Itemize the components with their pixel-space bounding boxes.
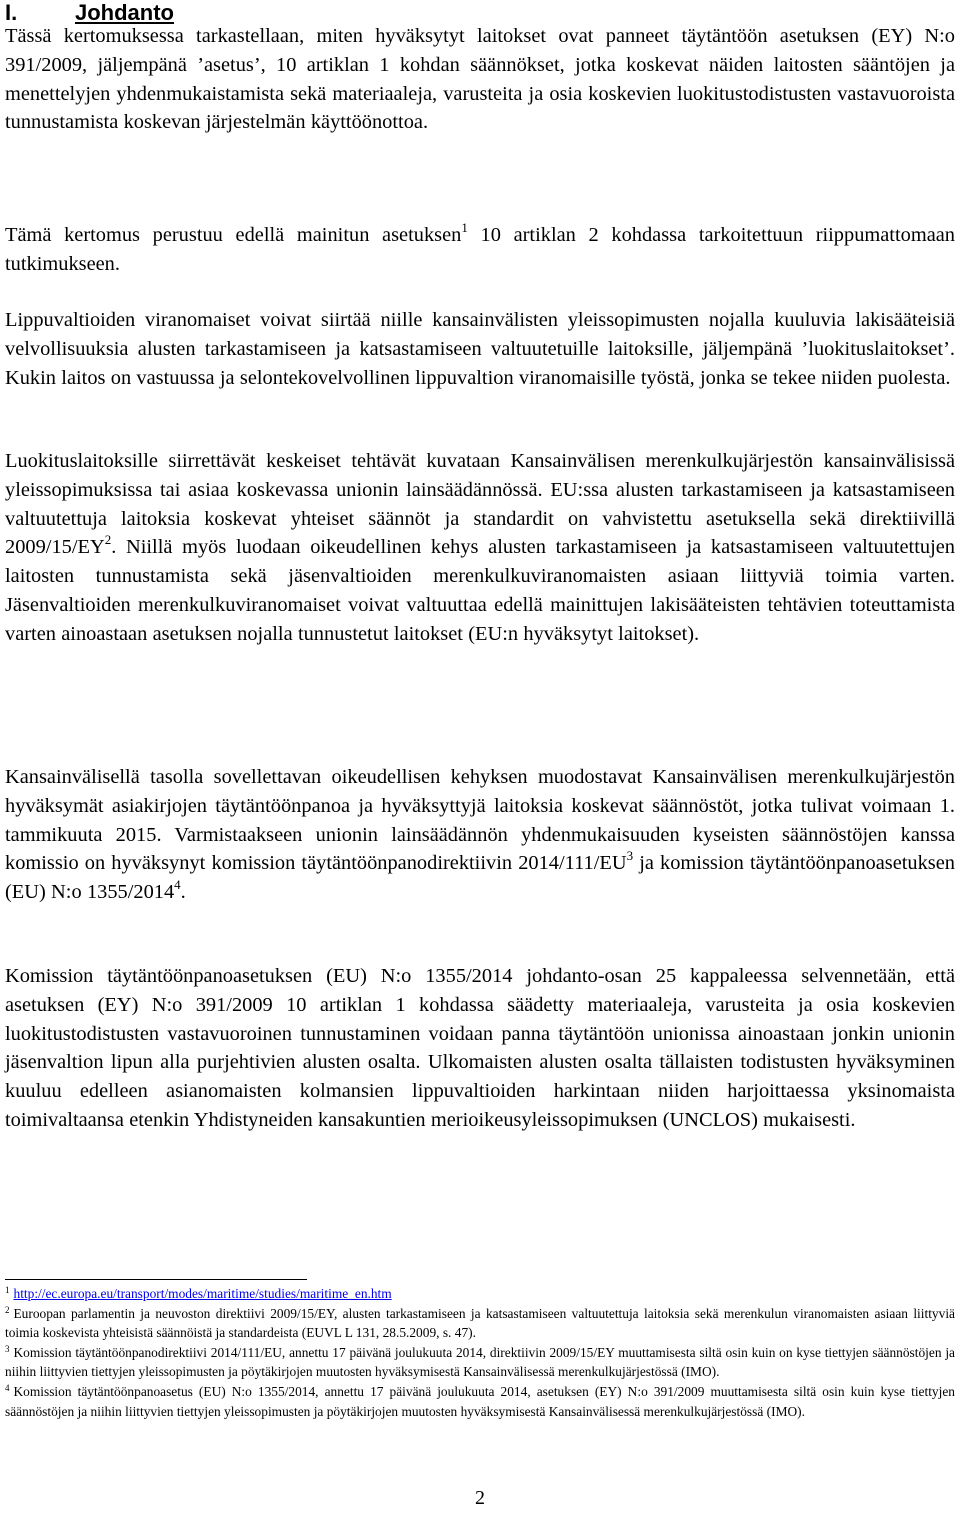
footnote-ref-2[interactable]: 2 — [104, 532, 112, 548]
paragraph-2 — [5, 221, 955, 279]
footnote-number: 3 — [5, 1343, 10, 1354]
document-page — [5, 0, 955, 1509]
paragraph-5-text-cont: ja komission täytäntöönpanoasetuksen (EU) N:o 1355/2014 — [5, 852, 955, 904]
footnote-number: 4 — [5, 1382, 10, 1393]
footnote-link[interactable]: http://ec.europa.eu/transport/modes/maritime/studies/maritime_en.htm — [13, 1286, 392, 1301]
footnote-number: 1 — [5, 1285, 10, 1295]
footnote-separator — [5, 1279, 307, 1280]
paragraph-6: Komission täytäntöönpanoasetuksen (EU) N:o 1355/2014 johdanto-osan 25 kappaleessa selvennetään, että asetuksen (EY) N:o 391/2009 10 artiklan 1 kohdassa säädetty materiaaleja, varusteita ja osia koskevien luokitustodistusten vastavuoroinen tunnustaminen voidaan panna täytäntöön unionissa ainoastaan jonkin unionin jäsenvaltion lipun alla purjehtivien alusten osalta. Ulkomaisten alusten osalta tällaisten todistusten hyväksyminen kuuluu edelleen asianomaisten kolmansien lippuvaltioiden harkintaan niiden harjoittaessa yksinomaista toimivaltaansa etenkin Yhdistyneiden kansakuntien merioikeusyleissopimuksen (UNCLOS) mukaisesti. — [5, 965, 955, 1131]
paragraph-2-text-cont: 10 artiklan 2 kohdassa tarkoitettuun riippumattomaan tutkimukseen. — [5, 224, 955, 275]
footnote-ref-1[interactable]: 1 — [461, 220, 468, 235]
paragraph-4-text-cont: . Niillä myös luodaan oikeudellinen kehys alusten tarkastamiseen ja katsastamiseen valtuutettujen laitosten tunnustamista sekä jäsenvaltioiden merenkulkuviranomaisten asiaan liittyviä toimia varten. Jäsenvaltioiden merenkulkuviranomaiset voivat valtuuttaa edellä mainittujen lakisääteisten tehtävien toteuttamista varten ainoastaan asetuksen nojalla tunnustetut laitokset (EU:n hyväksytyt laitokset). — [5, 536, 955, 645]
paragraph-2-text: Tämä kertomus perustuu edellä mainitun asetuksen — [5, 224, 462, 246]
footnote-number: 2 — [5, 1304, 10, 1315]
paragraph-3: Lippuvaltioiden viranomaiset voivat siirtää niille kansainvälisten yleissopimusten nojalla kuuluvia lakisääteisiä velvollisuuksia alusten tarkastamiseen ja katsastamiseen valtuutetuille laitoksille, jäljempänä ’luokituslaitokset’. Kukin laitos on vastuussa ja selontekovelvollinen lippuvaltion viranomaisille työstä, jonka se tekee niiden puolesta. — [5, 309, 955, 389]
page-number: 2 — [475, 1487, 485, 1509]
footnote-3 — [5, 1343, 955, 1382]
footnote-text: Komission täytäntöönpanoasetus (EU) N:o 1355/2014, annettu 17 päivänä joulukuuta 2014, asetuksen (EY) N:o 391/2009 muuttamisesta siltä osin kuin kyse tiettyjen säännöstöjen ja niihin liittyvien tiettyjen yleissopimusten ja pöytäkirjojen muutosten hyväksymisestä Kansainvälisessä merenkulkujärjestössä (IMO). — [5, 1383, 955, 1419]
section-number: I. — [5, 0, 18, 25]
footnote-ref-4[interactable]: 4 — [174, 877, 181, 893]
footnote-ref-3[interactable]: 3 — [626, 848, 634, 864]
paragraph-4-text: Luokituslaitoksille siirrettävät keskeiset tehtävät kuvataan Kansainvälisen merenkulkujärjestön kansainvälisissä yleissopimuksissa tai asiaa koskevassa unionin lainsäädännössä. EU:ssa alusten tarkastamiseen ja katsastamiseen valtuutettuja laitoksia koskevat yhteiset säännöt ja standardit on vahvistettu asetuksella sekä direktiivillä 2009/15/EY — [5, 450, 955, 559]
paragraph-5 — [5, 763, 955, 907]
paragraph-4 — [5, 447, 955, 649]
footnote-text: Euroopan parlamentin ja neuvoston direktiivi 2009/15/EY, alusten tarkastamiseen ja katsastamiseen valtuutettuja laitoksia sekä merenkulun viranomaisten asiaan liittyviä toimia koskevista yhteisistä säännöistä ja standardeista (EUVL L 131, 28.5.2009, s. 47). — [5, 1305, 955, 1341]
paragraph-5-text-end: . — [180, 881, 186, 904]
footnote-4 — [5, 1382, 955, 1421]
paragraph-5-text: Kansainvälisellä tasolla sovellettavan oikeudellisen kehyksen muodostavat Kansainvälisen merenkulkujärjestön hyväksymät asiakirjojen täytäntöönpanoa ja hyväksyttyjä laitoksia koskevat säännöstöt, jotka tulivat voimaan 1. tammikuuta 2015. Varmistaakseen unionin lainsäädännön yhdenmukaisuuden kyseisten säännöstöjen kanssa komissio on hyväksynyt komission täytäntöönpanodirektiivin 2014/111/EU — [5, 766, 955, 875]
footnote-2 — [5, 1304, 955, 1343]
footnotes — [5, 1284, 955, 1421]
footnote-1 — [5, 1284, 955, 1304]
footnote-text: Komission täytäntöönpanodirektiivi 2014/111/EU, annettu 17 päivänä joulukuuta 2014, direktiivin 2009/15/EY muuttamisesta siltä osin kuin on kyse tiettyjen säännöstöjen ja niihin liittyvien tiettyjen yleissopimusten ja pöytäkirjojen muutosten hyväksymisestä Kansainvälisessä merenkulkujärjestössä (IMO). — [5, 1344, 955, 1380]
paragraph-1: Tässä kertomuksessa tarkastellaan, miten hyväksytyt laitokset ovat panneet täytäntöön asetuksen (EY) N:o 391/2009, jäljempänä ’asetus’, 10 artiklan 1 kohdan säännökset, jotka koskevat näiden laitosten sääntöjen ja menettelyjen yhdenmukaistamista sekä materiaaleja, varusteita ja osia koskevien luokitustodistusten vastavuoroista tunnustamista koskevan järjestelmän käyttöönottoa. — [5, 25, 955, 134]
section-title: Johdanto — [75, 0, 174, 25]
